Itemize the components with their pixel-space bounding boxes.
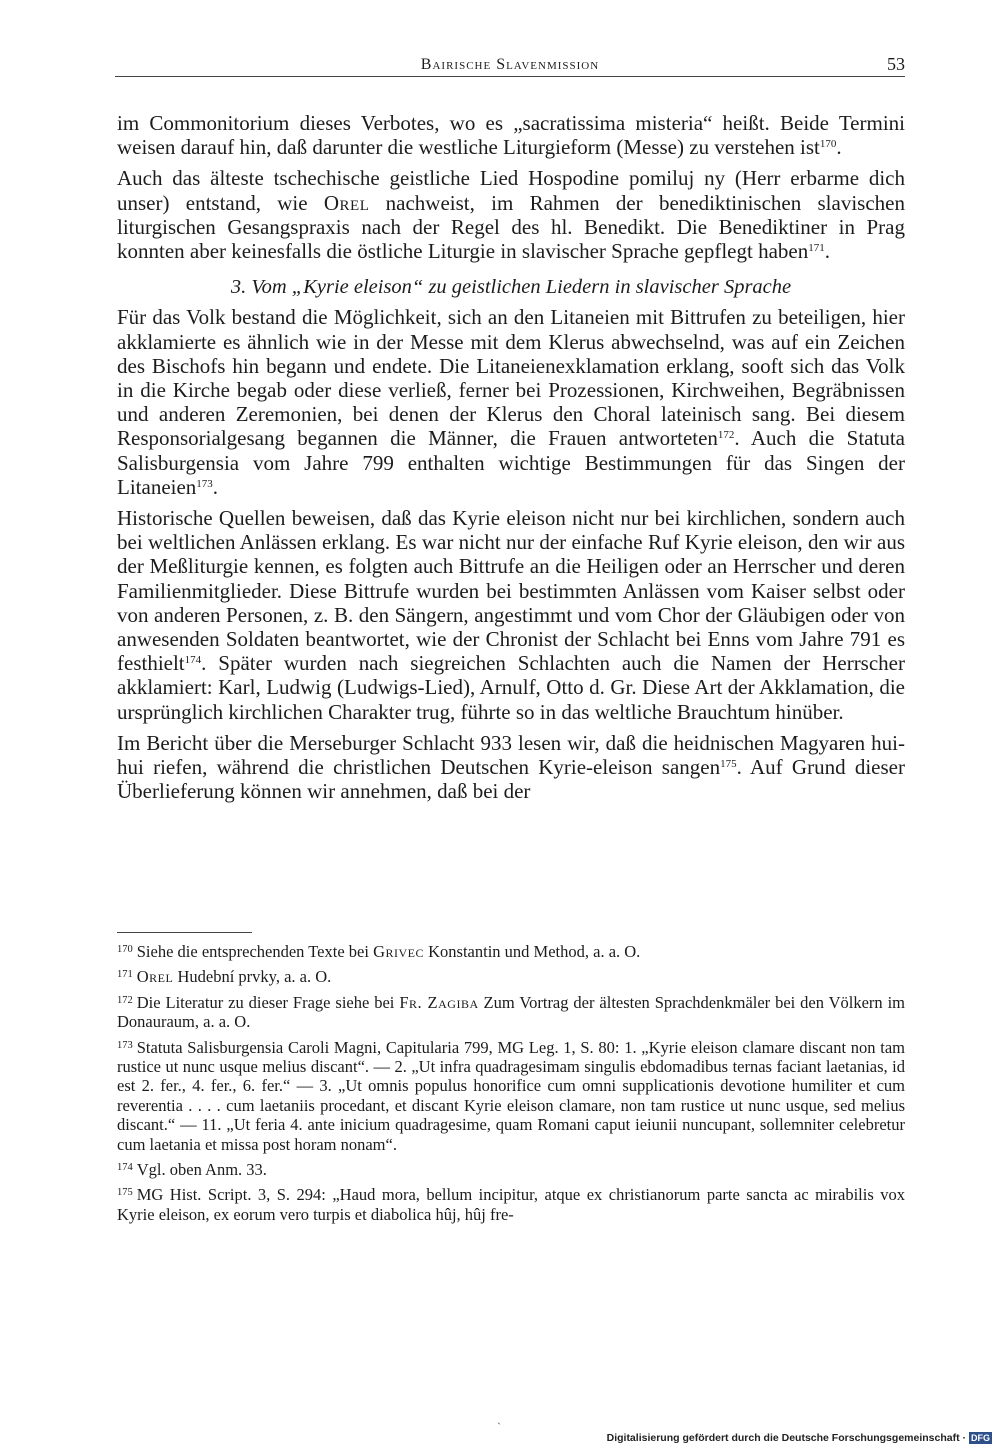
footnote-ref-174: 174 [184,654,202,667]
footnote-ref-170: 170 [819,138,837,151]
footnote-ref-175: 175 [720,758,737,771]
author-orel: Orel [323,190,370,215]
page-header [115,56,905,82]
footnote-171: $^{171}$ Orel Hudební prvky, a. a. O. [117,967,332,987]
section-heading: 3. Vom „Kyrie eleison“ zu geistlichen Liedern in slavischer Sprache [230,276,792,299]
scan-mark: ˎ [497,1411,501,1425]
main-text [117,111,905,810]
footnote-173: $^{173}$ Statuta Salisburgensia Caroli Magni, Capitularia 799, MG Leg. 1, S. 80: 1. „Kyrie eleison clamare discant non tam rustice ut nunc usque melius discant“. — 2. „Ut infra quadragesimam singulis ebdomadibus ternas faciant laetanias, id est 2. fer., 4. fer., 6. fer.“ — 3. „Ut omnis populus honorifice cum omni supplicationis devotione humiliter et cum reverentia . . . . cum laetaniis procedant, et discant Kyrie eleison clamare, non tam rustice ut nunc usque, sed melius discant.“ — 11. „Ut feria 4. ante inicium quadragesime, quam Romani caput ieiunii nuncupant, sollemniter celebretur cum laetania et missa post horam nonam“. [117,1037,905,1154]
paragraph-merseburger-schlacht: Im Bericht über die Merseburger Schlacht 933 lesen wir, daß die heidnischen Magyaren hui-hui riefen, während die christlichen Deutschen Kyrie-eleison sangen$^{175}$. Auf Grund dieser Überlieferung können wir annehmen, daß bei der [117,730,905,804]
footnote-172: $^{172}$ Die Literatur zu dieser Frage siehe bei Fr. Zagiba Zum Vortrag der ältesten Sprachdenkmäler bei den Völkern im Donauraum, a. a. O. [117,992,906,1032]
footnote-170: $^{170}$ Siehe die entsprechenden Texte bei Grivec Konstantin und Method, a. a. O. [117,942,641,961]
header-rule [115,76,905,77]
digitization-credit [607,1431,992,1445]
paragraph-litaneien: Für das Volk bestand die Möglichkeit, sich an den Litaneien mit Bittrufen zu beteiligen, hier akklamierte es ähnlich wie in der Messe mit dem Klerus abwechselnd, was auf ein Zeichen des Bischofs hin begann und endete. Die Litaneienexklamation erklang, sooft sich das Volk in die Kirche begab oder diese verließ, ferner bei Prozessionen, Kirchweihen, Begräbnissen und anderen Zeremonien, bei denen der Klerus den Choral lateinisch sang. Bei diesem Responsorialgesang begannen die Männer, die Frauen antworteten$^{172}$. Auch die Statuta Salisburgensia vom Jahre 799 enthalten wichtige Bestimmungen für das Singen der Litaneien$^{173}$. [117,305,905,499]
footnote-ref-173: 173 [196,477,213,490]
footnote-rule [117,932,252,933]
page-number: 53 [887,54,905,74]
footnote-175: $^{175}$ MG Hist. Script. 3, S. 294: „Haud mora, bellum incipitur, atque ex christianorum parte sancta ac mirabilis vox Kyrie eleison, ex eorum vero turpis et diabolica hûj, hûj fre- [117,1185,905,1224]
paragraph-hospodine: Auch das älteste tschechische geistliche Lied Hospodine pomiluj ny (Herr erbarme dich unser) entstand, wie Orel nachweist, im Rahmen der benediktinischen slavischen liturgischen Gesangspraxis nach der Regel des hl. Benedikt. Die Benediktiner in Prag konnten aber keinesfalls die östliche Liturgie in slavischer Sprache gepflegt haben$^{171}$. [117,166,905,264]
credit-text: Digitalisierung gefördert durch die Deutsche Forschungsgemeinschaft · [606,1432,966,1444]
paragraph-commonitorium: im Commonitorium dieses Verbotes, wo es „sacratissima misteria“ heißt. Beide Termini weisen darauf hin, daß darunter die westliche Liturgieform (Messe) zu verstehen ist$^{170}$. [117,111,905,160]
footnotes [117,940,905,1228]
footnote-ref-171: 171 [808,242,825,255]
dfg-logo-icon: DFG [971,1433,990,1443]
paragraph-historische-quellen: Historische Quellen beweisen, daß das Kyrie eleison nicht nur bei kirchlichen, sondern auch bei weltlichen Anlässen erklang. Es war nicht nur der einfache Ruf Kyrie eleison, den wir aus der Meßliturgie kennen, es folgten auch Bittrufe an die Heiligen oder an Herrscher und deren Familienmitglieder. Diese Bittrufe wurden bei bestimmten Anlässen vom Kaiser selbst oder von anderen Personen, z. B. den Sängern, angestimmt und vom Chor der Gläubigen oder von anwesenden Soldaten beantwortet, wie der Chronist der Schlacht bei Enns vom Jahre 791 es festhielt$^{174}$. Später wurden nach siegreichen Schlachten auch die Namen der Herrscher akklamiert: Karl, Ludwig (Ludwigs-Lied), Arnulf, Otto d. Gr. Diese Art der Akklamation, die ursprünglich kirchlichen Charakter trug, führte so in das weltliche Brauchtum hinüber. [117,506,905,724]
footnote-174: $^{174}$ Vgl. oben Anm. 33. [117,1160,267,1180]
running-title: Bairische Slavenmission [420,56,600,73]
footnote-ref-172: 172 [717,429,735,442]
